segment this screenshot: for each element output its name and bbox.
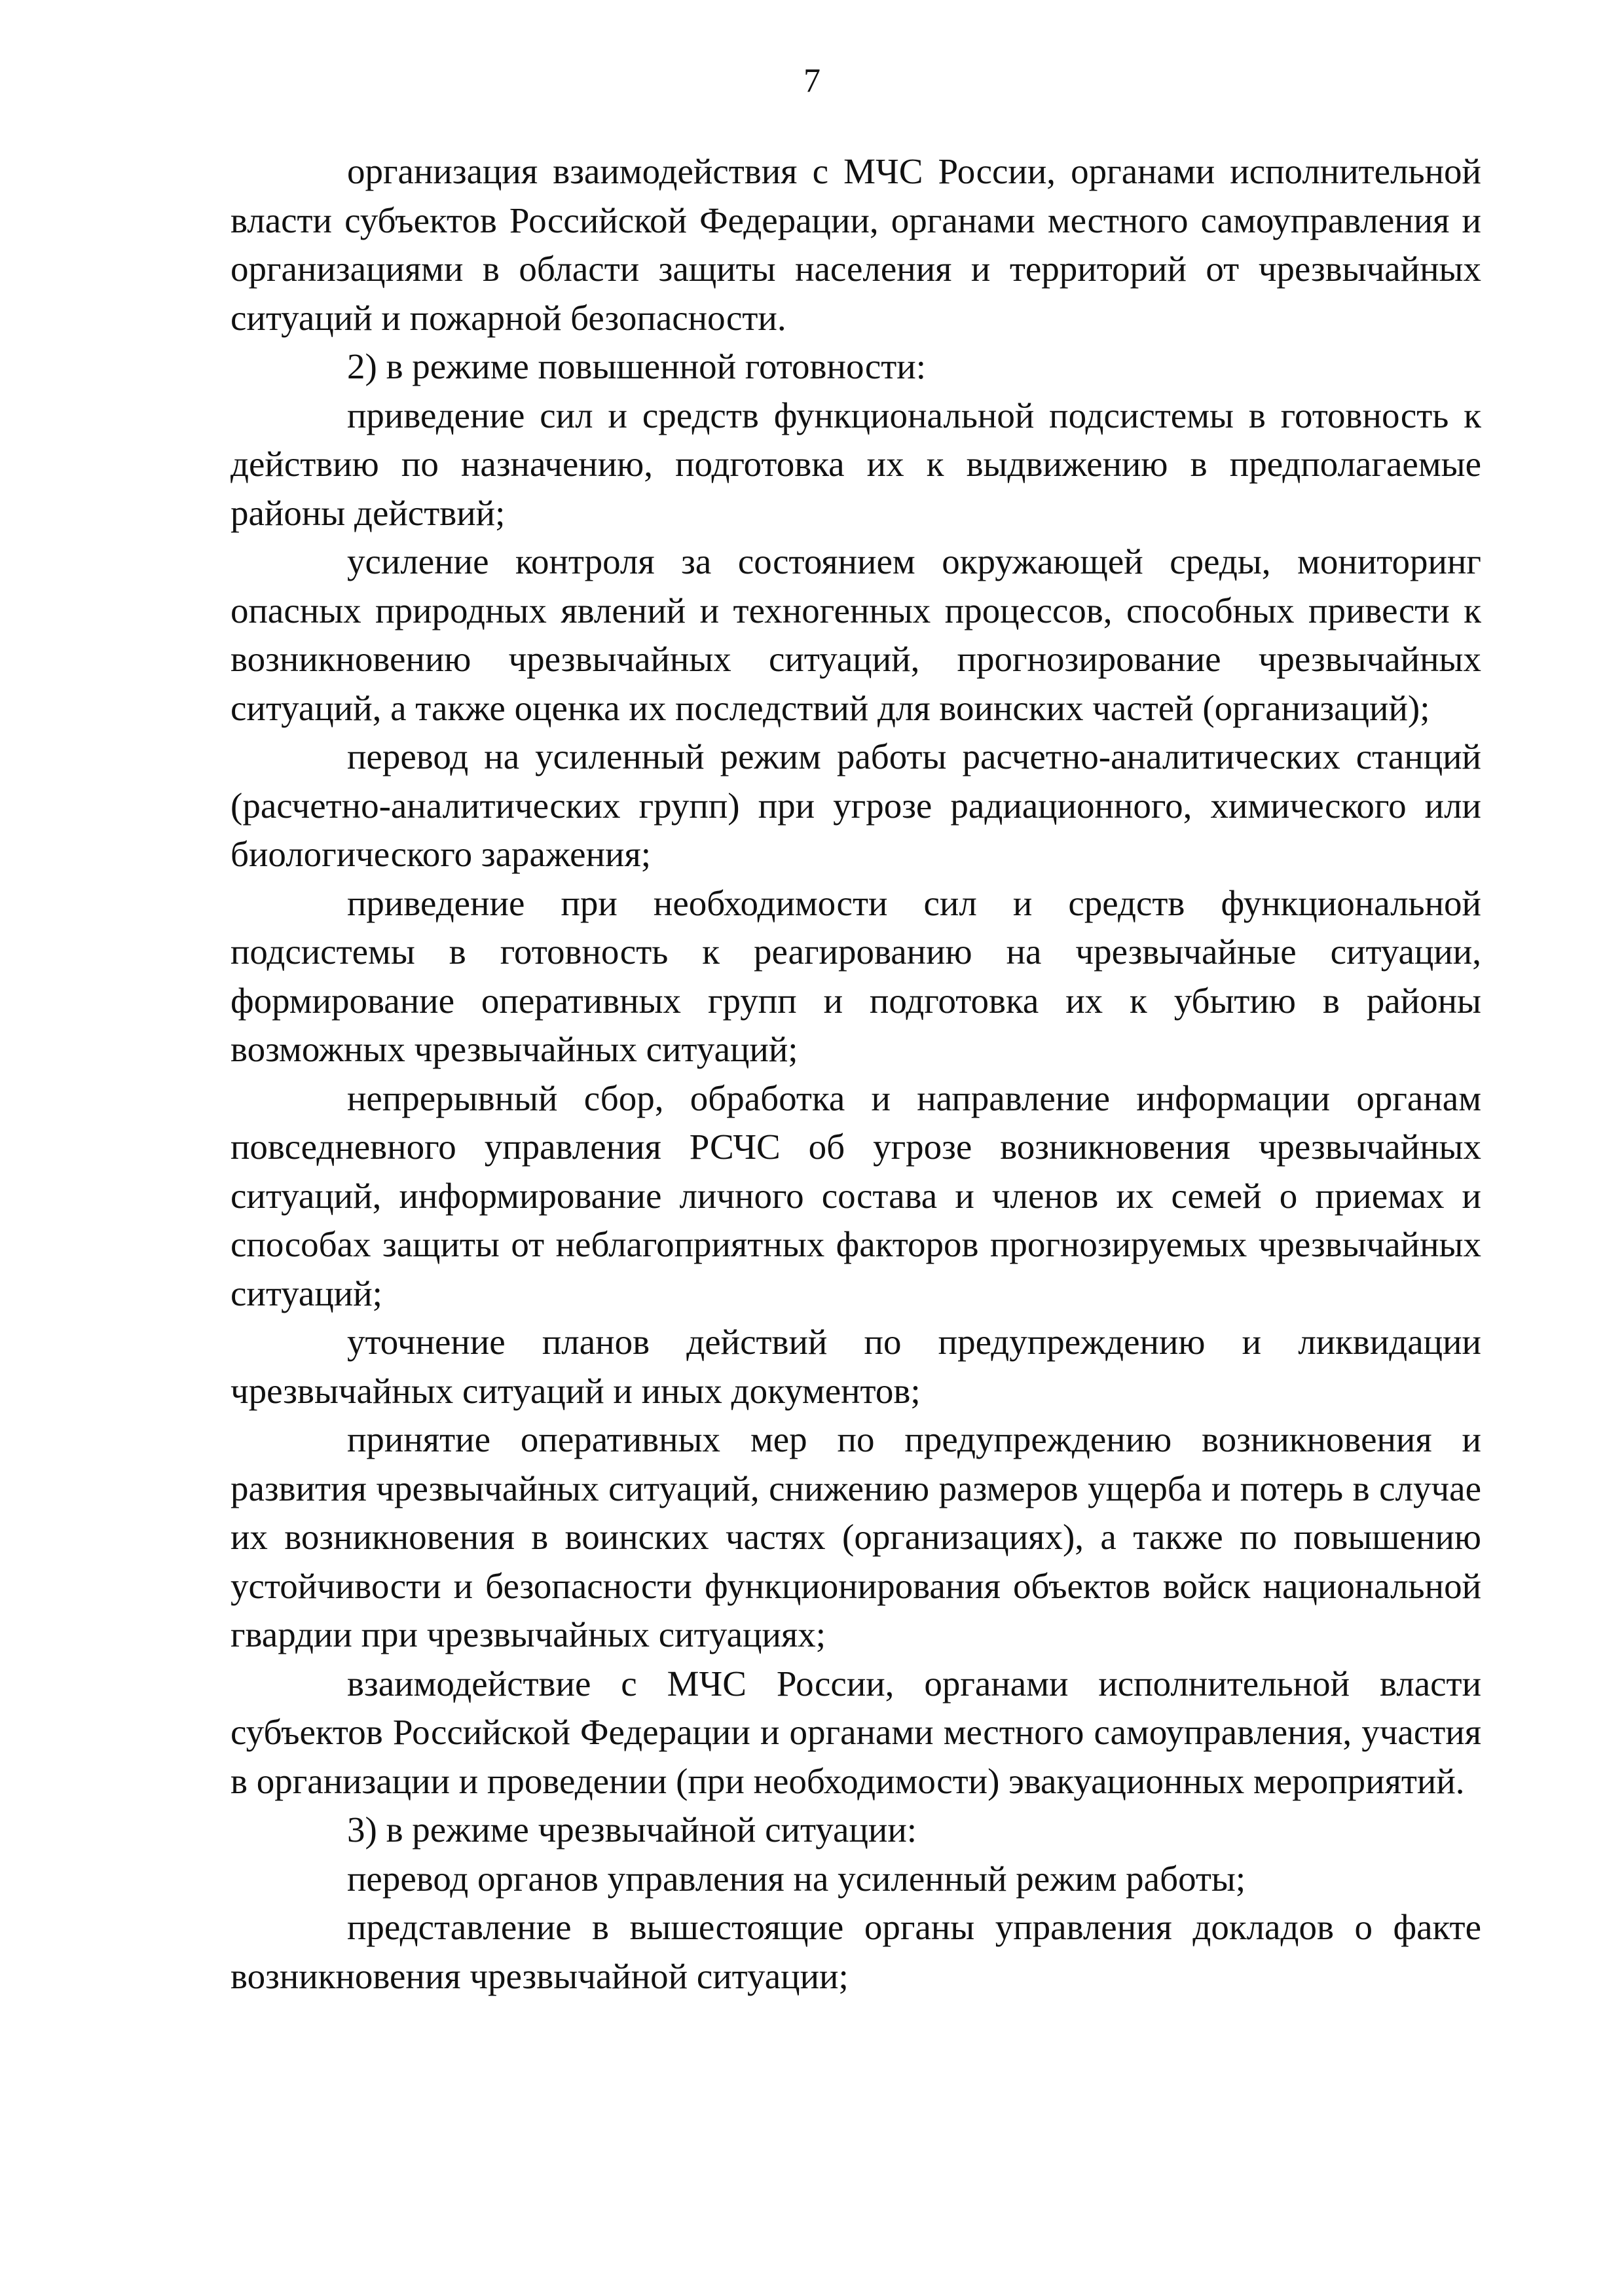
paragraph-management-transfer: перевод органов управления на усиленный режим работы; — [347, 1858, 1246, 1899]
paragraph-interaction-organization: организация взаимодействия с МЧС России, органами исполнительной власти субъектов Российской Федерации, органами местного самоуправления и организациями в области защиты населения и территорий от чрезвычайных ситуаций и пожарной безопасности. — [231, 151, 1481, 338]
paragraph-prevention-measures: принятие оперативных мер по предупреждению возникновения и развития чрезвычайных ситуаций, снижению размеров ущерба и потерь в случае их возникновения в воинских частях (организациях), а также по повышению устойчивости и безопасности функционирования объектов войск национальной гвардии при чрезвычайных ситуациях; — [231, 1419, 1481, 1654]
heading-high-readiness-mode: 2) в режиме повышенной готовности: — [347, 346, 926, 386]
heading-emergency-mode: 3) в режиме чрезвычайной ситуации: — [347, 1810, 917, 1850]
paragraph-analytical-stations: перевод на усиленный режим работы расчетно-аналитических станций (расчетно-аналитических групп) при угрозе радиационного, химического или биологического заражения; — [231, 737, 1481, 874]
paragraph-information-collection: непрерывный сбор, обработка и направление информации органам повседневного управления РСЧС об угрозе возникновения чрезвычайных ситуаций, информирование личного состава и членов их семей о приемах и способах защиты от неблагоприятных факторов прогнозируемых чрезвычайных ситуаций; — [231, 1078, 1481, 1313]
paragraph-response-readiness: приведение при необходимости сил и средств функциональной подсистемы в готовность к реагированию на чрезвычайные ситуации, формирование оперативных групп и подготовка их к убытию в районы возможных чрезвычайных ситуаций; — [231, 883, 1481, 1069]
page-number: 7 — [803, 62, 821, 100]
paragraph-evacuation-interaction: взаимодействие с МЧС России, органами исполнительной власти субъектов Российской Федерации и органами местного самоуправления, участия в организации и проведении (при необходимости) эвакуационных мероприятий. — [231, 1663, 1481, 1801]
paragraph-environment-monitoring: усиление контроля за состоянием окружающей среды, мониторинг опасных природных явлений и техногенных процессов, способных привести к возникновению чрезвычайных ситуаций, прогнозирование чрезвычайных ситуаций, а также оценка их последствий для воинских частей (организаций); — [231, 541, 1481, 728]
document-body — [231, 147, 1481, 2001]
paragraph-plans-clarification: уточнение планов действий по предупреждению и ликвидации чрезвычайных ситуаций и иных документов; — [231, 1322, 1481, 1411]
paragraph-forces-readiness: приведение сил и средств функциональной подсистемы в готовность к действию по назначению, подготовка их к выдвижению в предполагаемые районы действий; — [231, 395, 1481, 533]
paragraph-reports-submission: представление в вышестоящие органы управления докладов о факте возникновения чрезвычайной ситуации; — [231, 1907, 1481, 1996]
